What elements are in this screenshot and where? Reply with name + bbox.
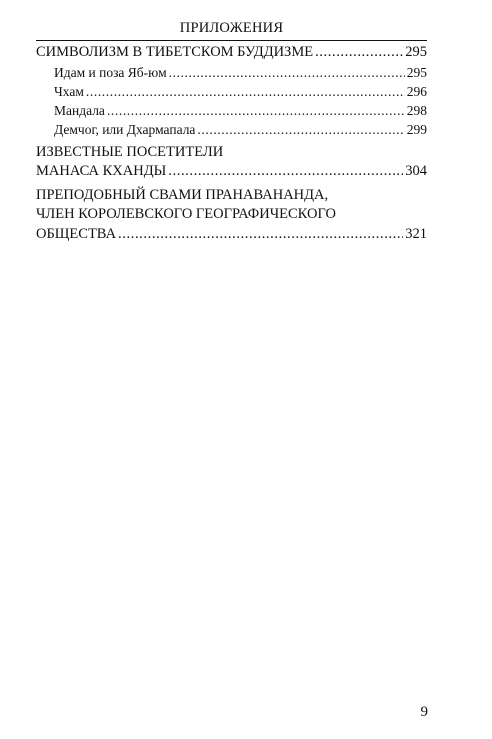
toc-page-number: 295 <box>405 44 427 60</box>
toc-subentry-mandala <box>36 101 427 120</box>
toc-entry-title: ИЗВЕСТНЫЕ ПОСЕТИТЕЛИ <box>36 143 224 160</box>
toc-line <box>36 162 427 182</box>
toc-line <box>54 120 427 139</box>
toc-page-number: 296 <box>406 83 427 99</box>
toc-page-number: 295 <box>406 64 427 80</box>
toc-subentry-chham <box>36 82 427 101</box>
toc-page-number: 298 <box>406 102 427 118</box>
toc-entry-title-continued: ЧЛЕН КОРОЛЕВСКОГО ГЕОГРАФИЧЕСКОГО <box>36 206 336 222</box>
toc-leader-dots <box>118 225 403 245</box>
toc-leader-dots <box>168 162 403 182</box>
toc-page-number: 321 <box>405 225 427 242</box>
toc-leader-dots <box>315 43 403 63</box>
toc-leader-dots <box>86 82 405 101</box>
toc-entry-pranavananda <box>36 186 427 245</box>
header-rule <box>36 40 427 41</box>
toc-line <box>36 43 427 63</box>
toc-subentry-demchog <box>36 120 427 139</box>
toc-entry-title: Мандала <box>54 102 105 118</box>
toc-line <box>54 63 427 82</box>
toc-entry-famous-visitors <box>36 143 427 182</box>
toc-entry-title: ПРЕПОДОБНЫЙ СВАМИ ПРАНАВАНАНДА, <box>36 186 329 203</box>
running-header: ПРИЛОЖЕНИЯ <box>179 20 284 36</box>
toc-entry-title: Демчог, или Дхармапала <box>54 121 196 137</box>
toc-entry-symbolism <box>36 43 427 63</box>
toc-entry-title-continued: МАНАСА КХАНДЫ <box>36 163 167 179</box>
toc-entry-title: СИМВОЛИЗМ В ТИБЕТСКОМ БУДДИЗМЕ <box>36 44 314 60</box>
toc-leader-dots <box>107 101 405 120</box>
toc-leader-dots <box>169 63 405 82</box>
toc-subentry-yidam <box>36 63 427 82</box>
toc-line <box>36 225 427 245</box>
toc-entry-title: Чхам <box>54 83 84 99</box>
table-of-contents <box>36 43 427 244</box>
toc-entry-title: Идам и поза Яб-юм <box>54 64 167 80</box>
toc-page-number: 304 <box>405 163 427 179</box>
toc-line <box>54 101 427 120</box>
toc-page-number: 299 <box>406 121 427 137</box>
toc-line <box>36 143 427 163</box>
toc-line <box>36 186 427 206</box>
toc-line <box>54 82 427 101</box>
toc-entry-title-continued: ОБЩЕСТВА <box>36 225 117 242</box>
page-number: 9 <box>420 704 428 720</box>
toc-leader-dots <box>197 120 404 139</box>
toc-line <box>36 205 427 225</box>
